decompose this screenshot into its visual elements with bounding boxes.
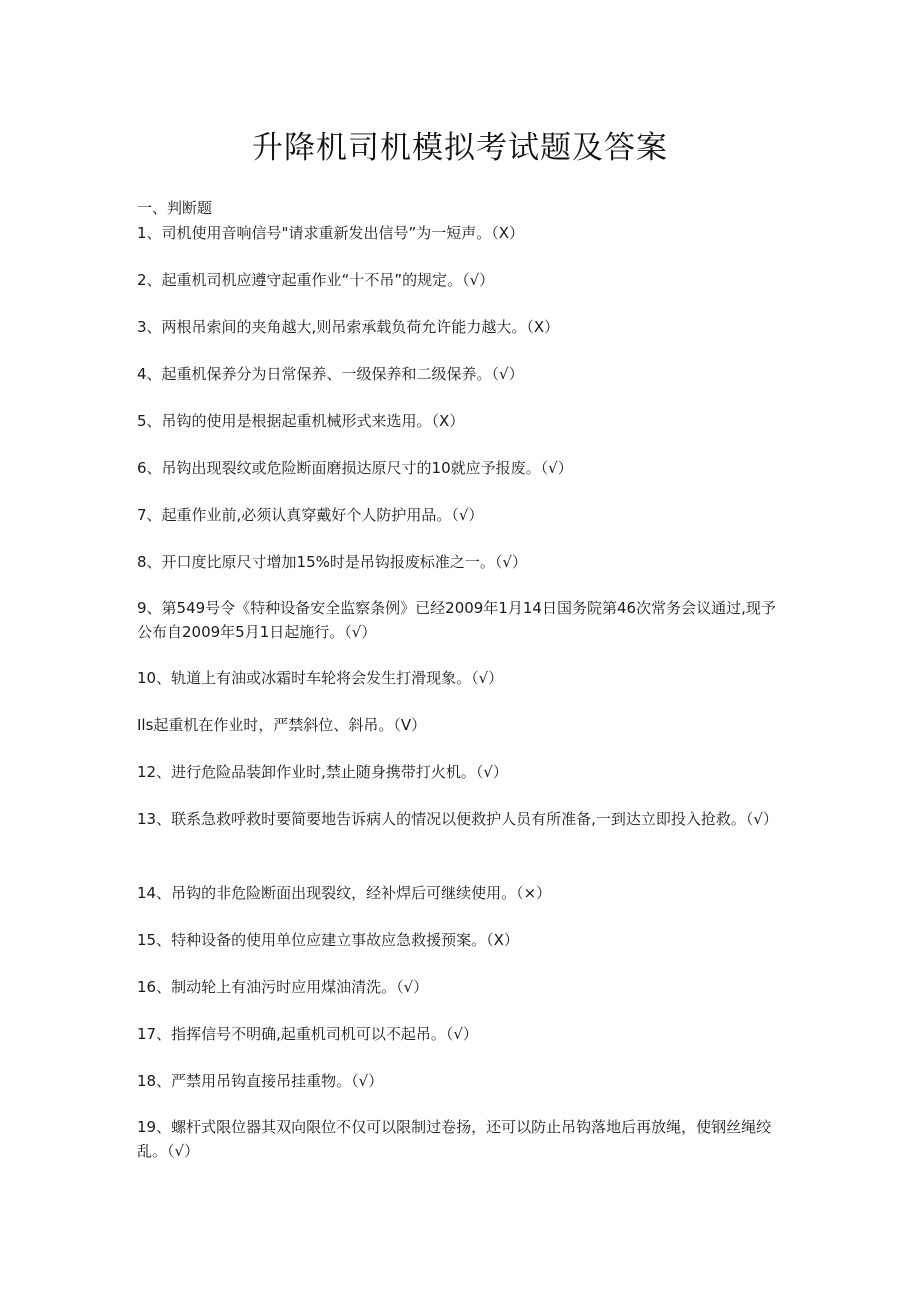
question-answer: （√） [445, 1025, 478, 1043]
question-answer: （√） [475, 763, 508, 781]
question-answer: （V） [393, 716, 427, 734]
question-item [137, 1069, 782, 1093]
section-heading: 一、判断题 [137, 199, 213, 217]
question-answer: （X） [431, 412, 465, 430]
question-answer: （√） [351, 1072, 384, 1090]
question-item [137, 760, 782, 784]
question-text: 1、司机使用音响信号"请求重新发出信号”为一短声。 [137, 224, 492, 242]
question-answer: （√） [462, 271, 495, 289]
question-item [137, 550, 782, 574]
question-answer: （√） [491, 365, 524, 383]
question-answer: （√） [494, 553, 527, 571]
question-item [137, 362, 782, 386]
document-title: 升降机司机模拟考试题及答案 [252, 130, 668, 166]
question-text: 3、两根吊索间的夹角越大,则吊索承载负荷允许能力越大。 [137, 318, 527, 336]
question-item [137, 713, 782, 737]
question-answer: （√） [344, 623, 377, 641]
question-answer: （√） [167, 1142, 200, 1160]
question-item [137, 456, 782, 480]
question-item [137, 315, 782, 339]
question-text: Ils起重机在作业时，严禁斜位、斜吊。 [137, 716, 394, 734]
question-item [137, 221, 782, 245]
question-item [137, 1022, 782, 1046]
question-answer: （√） [396, 978, 429, 996]
question-text: 7、起重作业前,必须认真穿戴好个人防护用品。 [137, 506, 452, 524]
question-item [137, 975, 782, 999]
question-answer: （√） [540, 459, 573, 477]
question-text: 4、起重机保养分为日常保养、一级保养和二级保养。 [137, 365, 492, 383]
question-item [137, 666, 782, 690]
question-text: 6、吊钩出现裂纹或危险断面磨损达原尺寸的10就应予报废。 [137, 459, 541, 477]
question-item [137, 503, 782, 527]
question-text: 12、进行危险品装卸作业时,禁止随身携带打火机。 [137, 763, 476, 781]
question-text: 5、吊钩的使用是根据起重机械形式来选用。 [137, 412, 432, 430]
question-answer: （√） [451, 506, 484, 524]
question-text: 18、严禁用吊钩直接吊挂重物。 [137, 1072, 352, 1090]
question-text: 9、第549号令《特种设备安全监察条例》已经2009年1月14日国务院第46次常务会议通过,现予公布自2009年5月1日起施行。 [137, 599, 776, 641]
question-text: 16、制动轮上有油污时应用煤油清洗。 [137, 978, 397, 996]
question-item [137, 596, 782, 644]
question-answer: （X） [486, 931, 519, 949]
question-text: 19、螺杆式限位器其双向限位不仅可以限制过卷扬，还可以防止吊钩落地后再放绳，使钢丝绳绞乱。 [137, 1118, 772, 1160]
question-item [137, 928, 782, 952]
question-text: 2、起重机司机应遵守起重作业“十不吊”的规定。 [137, 271, 463, 289]
question-item [137, 881, 782, 905]
question-text: 15、特种设备的使用单位应建立事故应急救援预案。 [137, 931, 487, 949]
question-item [137, 268, 782, 292]
question-answer: （X） [526, 318, 560, 336]
question-answer: （×） [516, 884, 552, 902]
question-item [137, 1115, 782, 1163]
question-item [137, 807, 782, 831]
question-text: 14、吊钩的非危险断面出现裂纹，经补焊后可继续使用。 [137, 884, 517, 902]
question-text: 10、轨道上有油或冰霜时车轮将会发生打滑现象。 [137, 669, 472, 687]
question-text: 17、指挥信号不明确,起重机司机可以不起吊。 [137, 1025, 446, 1043]
question-answer: （X） [491, 224, 524, 242]
question-text: 8、开口度比原尺寸增加15%时是吊钩报废标准之一。 [137, 553, 495, 571]
question-answer: （√） [471, 669, 504, 687]
question-answer: （√） [745, 810, 778, 828]
question-item [137, 409, 782, 433]
question-text: 13、联系急救呼救时要简要地告诉病人的情况以便救护人员有所准备,一到达立即投入抢救。 [137, 810, 746, 828]
